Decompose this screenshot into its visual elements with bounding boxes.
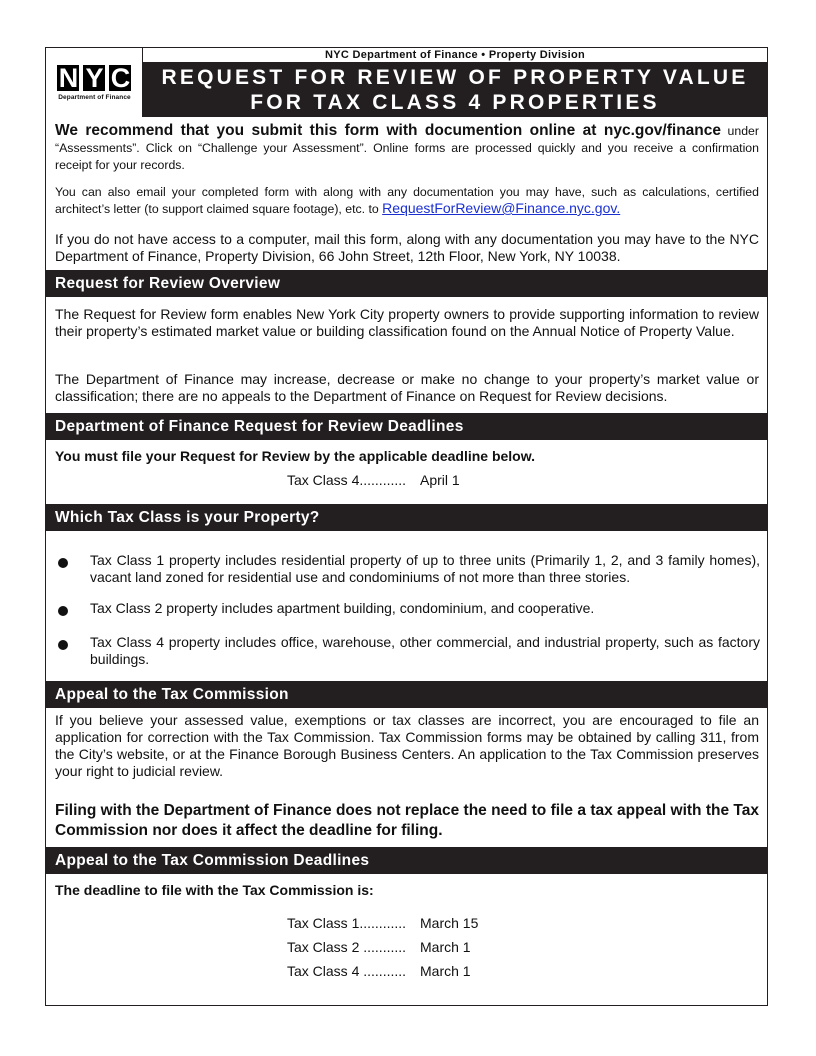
bullet-icon <box>58 640 68 650</box>
overview-heading: Request for Review Overview <box>46 270 767 297</box>
tc-deadline-date-class1: March 15 <box>420 915 479 931</box>
tc-deadline-label-class2: Tax Class 2 ........... <box>287 939 407 955</box>
logo-letter-n: N <box>58 63 78 93</box>
nyc-logo <box>46 48 143 117</box>
dof-deadlines-instruction: You must file your Request for Review by the applicable deadline below. <box>55 448 535 464</box>
intro-recommendation: We recommend that you submit this form with documention online at nyc.gov/finance <box>55 122 722 139</box>
intro-paragraph-1 <box>55 122 759 173</box>
form-title-line2: FOR TAX CLASS 4 PROPERTIES <box>250 91 660 114</box>
dof-deadlines-heading: Department of Finance Request for Review Deadlines <box>46 413 767 440</box>
form-title <box>143 62 767 117</box>
bullet-icon <box>58 558 68 568</box>
tax-class-heading: Which Tax Class is your Property? <box>46 504 767 531</box>
appeal-paragraph: If you believe your assessed value, exemptions or tax classes are incorrect, you are encouraged to file an application for correction with the Tax Commission. Tax Commission forms may be obtained by calling 311, from the City’s website, or at the Finance Borough Business Centers. An application to the Tax Commission preserves your right to judicial review. <box>55 712 759 779</box>
logo-subtitle: Department of Finance <box>58 94 131 101</box>
dof-deadline-label: Tax Class 4............ <box>287 472 407 488</box>
tax-class-1-item: Tax Class 1 property includes residential property of up to three units (Primarily 1, 2, and 3 family homes), vacant land zoned for residential use and condominiums of not more than three stories. <box>90 552 760 585</box>
tax-class-2-item: Tax Class 2 property includes apartment building, condominium, and cooperative. <box>90 600 595 616</box>
agency-line: NYC Department of Finance • Property Division <box>143 48 767 62</box>
overview-paragraph-2: The Department of Finance may increase, decrease or make no change to your property’s market value or classification; there are no appeals to the Department of Finance on Request for Review decisions. <box>55 371 759 404</box>
tc-deadline-date-class2: March 1 <box>420 939 471 955</box>
tc-deadlines-heading: Appeal to the Tax Commission Deadlines <box>46 847 767 874</box>
dof-deadline-date: April 1 <box>420 472 460 488</box>
appeal-filing-note: Filing with the Department of Finance does not replace the need to file a tax appeal with the Tax Commission nor does it affect the deadline for filing. <box>55 802 759 839</box>
tc-deadline-label-class1: Tax Class 1............ <box>287 915 407 931</box>
overview-paragraph-1: The Request for Review form enables New York City property owners to provide supporting information to review their property’s estimated market value or building classification found on the Annual Notice of Property Value. <box>55 306 759 339</box>
form-title-line1: REQUEST FOR REVIEW OF PROPERTY VALUE <box>161 66 749 89</box>
intro-paragraph-3: If you do not have access to a computer, mail this form, along with any documentation you may have to the NYC Department of Finance, Property Division, 66 John Street, 12th Floor, New York, NY 10038. <box>55 231 759 264</box>
nyc-logo-mark <box>57 65 131 91</box>
intro-online-instructions: under “Assessments”. Click on “Challenge your Assessment”. Online forms are processed quickly and you receive a confirmation receipt for your records. <box>55 124 759 172</box>
appeal-heading: Appeal to the Tax Commission <box>46 681 767 708</box>
tc-deadline-date-class4: March 1 <box>420 963 471 979</box>
bullet-icon <box>58 606 68 616</box>
logo-letter-y: Y <box>83 65 105 91</box>
intro-paragraph-2 <box>55 184 759 217</box>
intro-email-text: You can also email your completed form with along with any documentation you may have, such as calculations, certified architect’s letter (to support claimed square footage), etc. to <box>55 185 759 216</box>
tax-class-4-item: Tax Class 4 property includes office, warehouse, other commercial, and industrial property, such as factory buildings. <box>90 634 760 667</box>
logo-letter-c: C <box>110 63 130 93</box>
tc-deadlines-instruction: The deadline to file with the Tax Commission is: <box>55 882 374 898</box>
form-page <box>45 47 768 1006</box>
tc-deadline-label-class4: Tax Class 4 ........... <box>287 963 407 979</box>
email-link[interactable]: RequestForReview@Finance.nyc.gov. <box>382 200 621 216</box>
